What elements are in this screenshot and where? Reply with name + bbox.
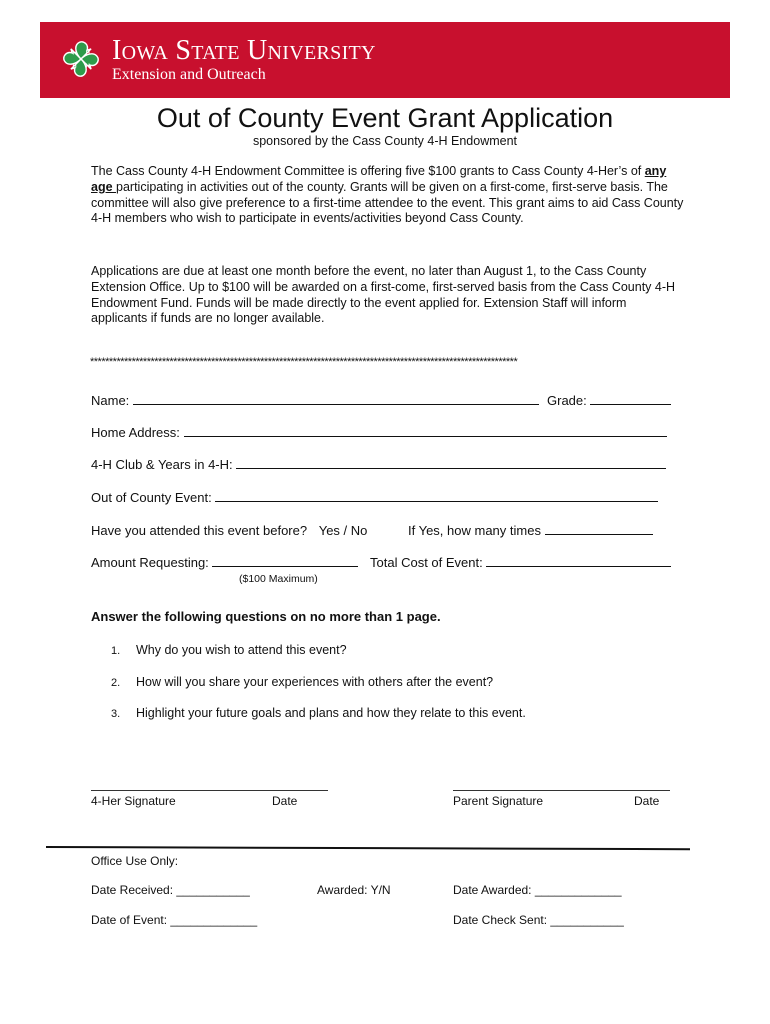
address-input-line[interactable] <box>184 425 667 437</box>
question-item: 1. Why do you wish to attend this event? <box>111 643 347 657</box>
event-label: Out of County Event: <box>91 490 212 505</box>
attended-label: Have you attended this event before? <box>91 523 308 538</box>
event-field[interactable] <box>91 490 658 506</box>
department-name: Extension and Outreach <box>112 66 266 83</box>
university-name: Iowa State University <box>112 35 376 66</box>
separator-line: ***************************************************************************************************************** <box>90 356 518 368</box>
date-check-sent-field[interactable]: Date Check Sent: ___________ <box>453 913 624 927</box>
name-label: Name: <box>91 393 130 408</box>
svg-text:H: H <box>72 50 77 57</box>
amount-field[interactable] <box>91 555 358 571</box>
parent-signature-line[interactable] <box>453 790 670 791</box>
address-field[interactable] <box>91 425 667 441</box>
total-cost-field[interactable] <box>370 555 671 571</box>
date-of-event-field[interactable]: Date of Event: _____________ <box>91 913 258 927</box>
member-signature-label: 4-Her Signature <box>91 794 176 808</box>
club-input-line[interactable] <box>236 457 666 469</box>
header-banner <box>40 22 730 98</box>
amount-input-line[interactable] <box>212 555 358 567</box>
awarded-field[interactable]: Awarded: Y/N <box>317 883 391 897</box>
grade-field[interactable] <box>547 393 671 409</box>
times-input-line[interactable] <box>545 523 653 535</box>
question-item: 3. Highlight your future goals and plans and how they relate to this event. <box>111 706 526 720</box>
svg-text:H: H <box>85 50 90 57</box>
member-signature-line[interactable] <box>91 790 328 791</box>
svg-text:H: H <box>72 63 77 70</box>
amount-label: Amount Requesting: <box>91 555 209 570</box>
any-age-emphasis: any age <box>91 164 667 194</box>
times-field[interactable] <box>408 523 653 539</box>
attended-field[interactable] <box>91 523 367 539</box>
member-date-label: Date <box>272 794 298 808</box>
office-use-heading: Office Use Only: <box>91 854 179 868</box>
club-field[interactable] <box>91 457 666 473</box>
total-cost-input-line[interactable] <box>486 555 671 567</box>
intro-paragraph-2: Applications are due at least one month before the event, no later than August 1, to the Cass County Extension Office. Up to $100 will be awarded on a first-come, first-served basis from the Cass County 4-H Endowment Fund. Funds will be made directly to the event applied for. Extension Staff will inform applicants if funds are no longer available. <box>91 264 676 326</box>
grade-input-line[interactable] <box>590 393 671 405</box>
grade-label: Grade: <box>547 393 587 408</box>
total-cost-label: Total Cost of Event: <box>370 555 483 570</box>
page-title: Out of County Event Grant Application <box>156 103 614 133</box>
four-leaf-clover-icon <box>62 40 100 78</box>
event-input-line[interactable] <box>215 490 658 502</box>
intro-paragraph-1: The Cass County 4-H Endowment Committee is offering five $100 grants to Cass County 4-Her’s of any age participating in activities out of the county. Grants will be given on a first-come, first-serve basis. The committee will also give preference to a first-time attendee to the event. This grant aims to aid Cass County 4-H members who wish to participate in events/activities beyond Cass County. <box>91 164 684 226</box>
name-field[interactable] <box>91 393 539 409</box>
amount-maximum-note: ($100 Maximum) <box>239 573 318 585</box>
page-subtitle: sponsored by the Cass County 4-H Endowment <box>252 134 518 148</box>
attended-options[interactable]: Yes / No <box>318 523 368 538</box>
parent-date-label: Date <box>634 794 660 808</box>
date-received-field[interactable]: Date Received: ___________ <box>91 883 250 897</box>
name-input-line[interactable] <box>133 393 539 405</box>
svg-text:H: H <box>85 63 90 70</box>
question-item: 2. How will you share your experiences with others after the event? <box>111 675 494 689</box>
address-label: Home Address: <box>91 425 180 440</box>
club-label: 4-H Club & Years in 4-H: <box>91 457 233 472</box>
questions-heading: Answer the following questions on no more than 1 page. <box>91 609 441 624</box>
parent-signature-label: Parent Signature <box>453 794 544 808</box>
times-label: If Yes, how many times <box>408 523 541 538</box>
office-divider <box>46 846 690 850</box>
date-awarded-field[interactable]: Date Awarded: _____________ <box>453 883 622 897</box>
